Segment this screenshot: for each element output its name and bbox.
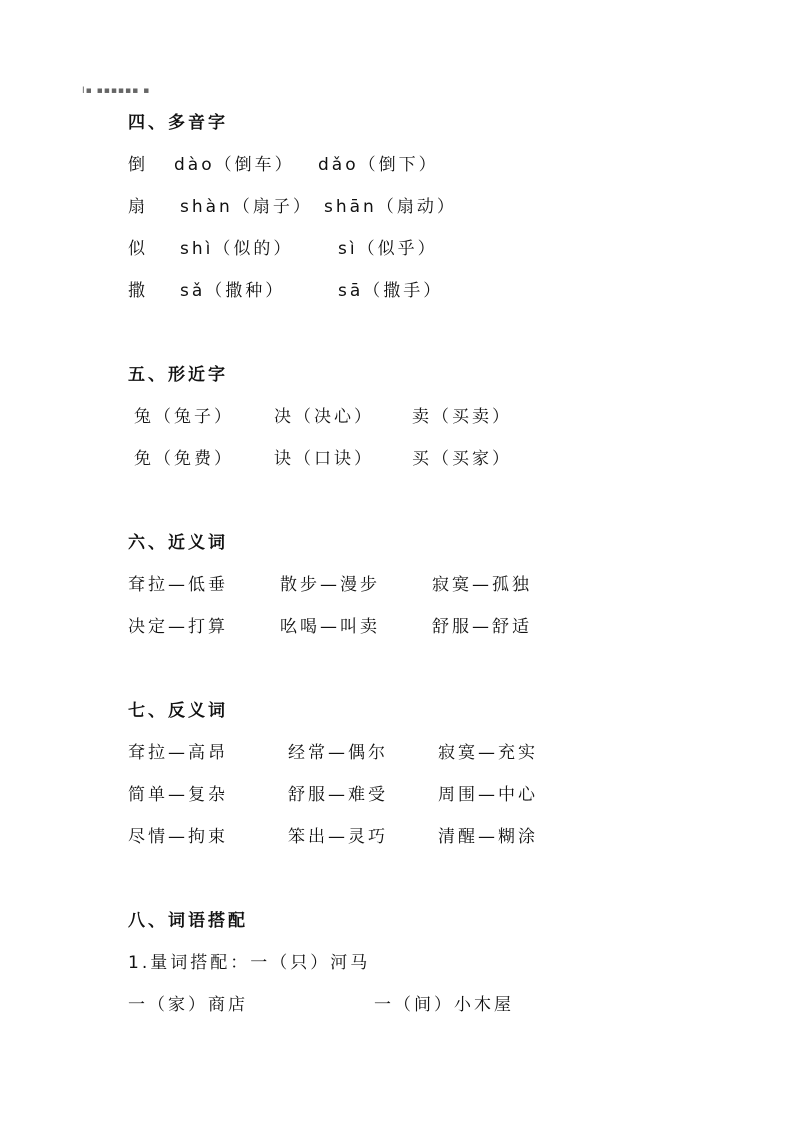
antonym-pair: 舒服—难受: [288, 785, 388, 805]
similar-char-item: 卖（买卖）: [412, 407, 512, 427]
antonym-pair: 经常—偶尔: [288, 743, 388, 763]
synonym-pair: 散步—漫步: [280, 575, 380, 595]
header-mark: I▪ ▪▪▪▪▪▪ ▪: [82, 86, 151, 96]
fanyici-row: [128, 738, 768, 762]
duoyinzi-row: [128, 150, 768, 174]
duoyinzi-row: [128, 234, 768, 258]
antonym-pair: 清醒—糊涂: [438, 827, 538, 847]
section-title-jinyici: 六、近义词: [128, 533, 228, 553]
collocation-line: [128, 948, 768, 972]
fanyici-row: [128, 780, 768, 804]
polyphone-char: 似: [128, 239, 148, 259]
antonym-pair: 简单—复杂: [128, 785, 228, 805]
pronunciation-1: shì（似的）: [180, 239, 294, 259]
synonym-pair: 耷拉—低垂: [128, 575, 228, 595]
duoyinzi-row: [128, 192, 768, 216]
polyphone-char: 扇: [128, 197, 148, 217]
fanyici-row: [128, 822, 768, 846]
section-title-fanyici: 七、反义词: [128, 701, 228, 721]
similar-char-item: 免（免费）: [134, 449, 234, 469]
antonym-pair: 尽情—拘束: [128, 827, 228, 847]
similar-char-item: 诀（口诀）: [274, 449, 374, 469]
antonym-pair: 周围—中心: [438, 785, 538, 805]
similar-char-item: 决（决心）: [274, 407, 374, 427]
measure-word-example: 1.量词搭配：一（只）河马: [128, 953, 371, 973]
similar-char-item: 兔（兔子）: [134, 407, 234, 427]
polyphone-char: 倒: [128, 155, 148, 175]
xingjinzi-row: [128, 444, 768, 468]
polyphone-char: 撒: [128, 281, 148, 301]
jinyici-row: [128, 570, 768, 594]
pronunciation-1: dào（倒车）: [174, 155, 295, 175]
synonym-pair: 吆喝—叫卖: [280, 617, 380, 637]
pronunciation-2: shān（扇动）: [324, 197, 457, 217]
section-title-duoyinzi: 四、多音字: [128, 113, 228, 133]
pronunciation-2: sā（撒手）: [338, 281, 444, 301]
antonym-pair: 耷拉—高昂: [128, 743, 228, 763]
section-title-cidapei: 八、词语搭配: [128, 911, 248, 931]
jinyici-row: [128, 612, 768, 636]
pronunciation-1: shàn（扇子）: [180, 197, 313, 217]
measure-word-item: 一（间）小木屋: [374, 995, 514, 1015]
synonym-pair: 舒服—舒适: [432, 617, 532, 637]
pronunciation-1: sǎ（撒种）: [180, 281, 286, 301]
collocation-line: [128, 990, 768, 1014]
synonym-pair: 决定—打算: [128, 617, 228, 637]
pronunciation-2: sì（似乎）: [338, 239, 438, 259]
pronunciation-2: dǎo（倒下）: [318, 155, 439, 175]
similar-char-item: 买（买家）: [412, 449, 512, 469]
duoyinzi-row: [128, 276, 768, 300]
antonym-pair: 笨出—灵巧: [288, 827, 388, 847]
antonym-pair: 寂寞—充实: [438, 743, 538, 763]
measure-word-item: 一（家）商店: [128, 995, 248, 1015]
xingjinzi-row: [128, 402, 768, 426]
section-title-xingjinzi: 五、形近字: [128, 365, 228, 385]
synonym-pair: 寂寞—孤独: [432, 575, 532, 595]
